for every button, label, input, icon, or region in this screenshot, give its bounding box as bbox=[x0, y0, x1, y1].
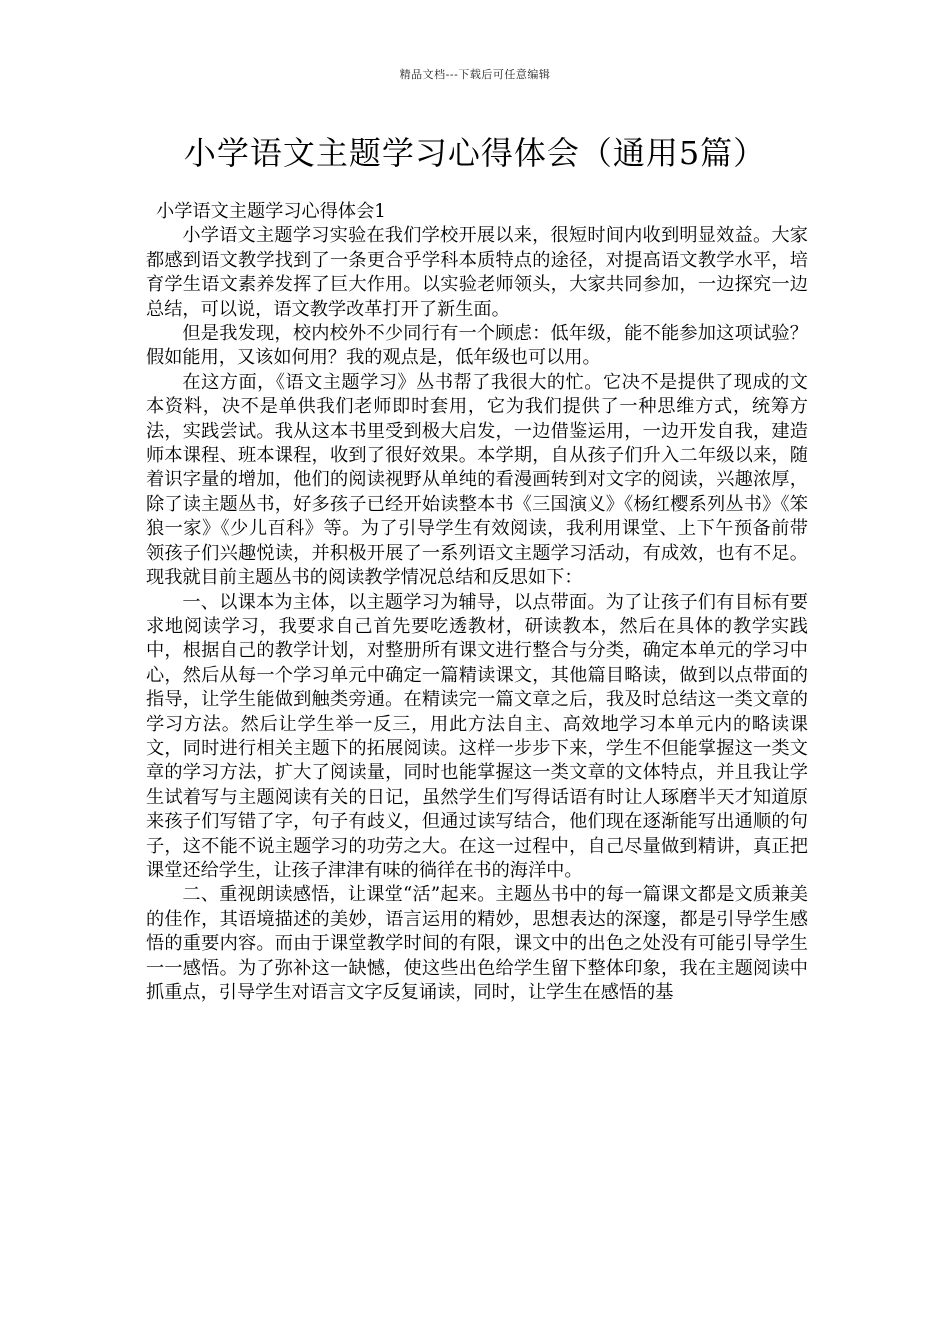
paragraph-4: 一、以课本为主体，以主题学习为辅导，以点带面。为了让孩子们有目标有要求地阅读学习，我要求自己首先要吃透教材，研读教本，然后在具体的教学实践中，根据自己的教学计划，对整册所有课文进行整合与分类，确定本单元的学习中心，然后从每一个学习单元中确定一篇精读课文，其他篇目略读，做到以点带面的指导，让学生能做到触类旁通。在精读完一篇文章之后，我及时总结这一类文章的学习方法。然后让学生举一反三，用此方法自主、高效地学习本单元内的略读课文，同时进行相关主题下的拓展阅读。这样一步步下来，学生不但能掌握这一类文章的学习方法，扩大了阅读量，同时也能掌握这一类文章的文体特点，并且我让学生试着写与主题阅读有关的日记，虽然学生们写得话语有时让人琢磨半天才知道原来孩子们写错了字，句子有歧义，但通过读写结合，他们现在逐渐能写出通顺的句子，这不能不说主题学习的功劳之大。在这一过程中，自己尽量做到精讲，真正把课堂还给学生，让孩子津津有味的徜徉在书的海洋中。 bbox=[146, 591, 808, 881]
paragraph-3: 在这方面，《语文主题学习》丛书帮了我很大的忙。它决不是提供了现成的文本资料，决不是单供我们老师即时套用，它为我们提供了一种思维方式，统筹方法，实践尝试。我从这本书里受到极大启发，一边借鉴运用，一边开发自我，建造师本课程、班本课程，收到了很好效果。本学期，自从孩子们升入二年级以来，随着识字量的增加，他们的阅读视野从单纯的看漫画转到对文字的阅读，兴趣浓厚，除了读主题丛书，好多孩子已经开始读整本书《三国演义》《杨红樱系列丛书》《笨狼一家》《少儿百科》等。为了引导学生有效阅读，我利用课堂、上下午预备前带领孩子们兴趣悦读，并积极开展了一系列语文主题学习活动，有成效，也有不足。现我就目前主题丛书的阅读教学情况总结和反思如下： bbox=[146, 371, 808, 589]
section-title: 小学语文主题学习心得体会1 bbox=[156, 201, 386, 222]
document-title: 小学语文主题学习心得体会（通用5篇） bbox=[183, 134, 767, 172]
header-note: 精品文档---下载后可任意编辑 bbox=[399, 68, 551, 81]
paragraph-1: 小学语文主题学习实验在我们学校开展以来，很短时间内收到明显效益。大家都感到语文教学找到了一条更合乎学科本质特点的途径，对提高语文教学水平，培育学生语文素养发挥了巨大作用。以实验老师领头，大家共同参加，一边探究一边总结，可以说，语文教学改革打开了新生面。 bbox=[146, 225, 808, 320]
paragraph-2: 但是我发现，校内校外不少同行有一个顾虑：低年级，能不能参加这项试验？假如能用，又该如何用？我的观点是，低年级也可以用。 bbox=[146, 323, 808, 369]
document-body bbox=[146, 200, 808, 1005]
paragraph-5: 二、重视朗读感悟，让课堂“活”起来。主题丛书中的每一篇课文都是文质兼美的佳作，其语境描述的美妙，语言运用的精妙，思想表达的深邃，都是引导学生感悟的重要内容。而由于课堂教学时间的有限，课文中的出色之处没有可能引导学生一一感悟。为了弥补这一缺憾，使这些出色给学生留下整体印象，我在主题阅读中抓重点，引导学生对语言文字反复诵读，同时，让学生在感悟的基 bbox=[146, 884, 808, 1003]
